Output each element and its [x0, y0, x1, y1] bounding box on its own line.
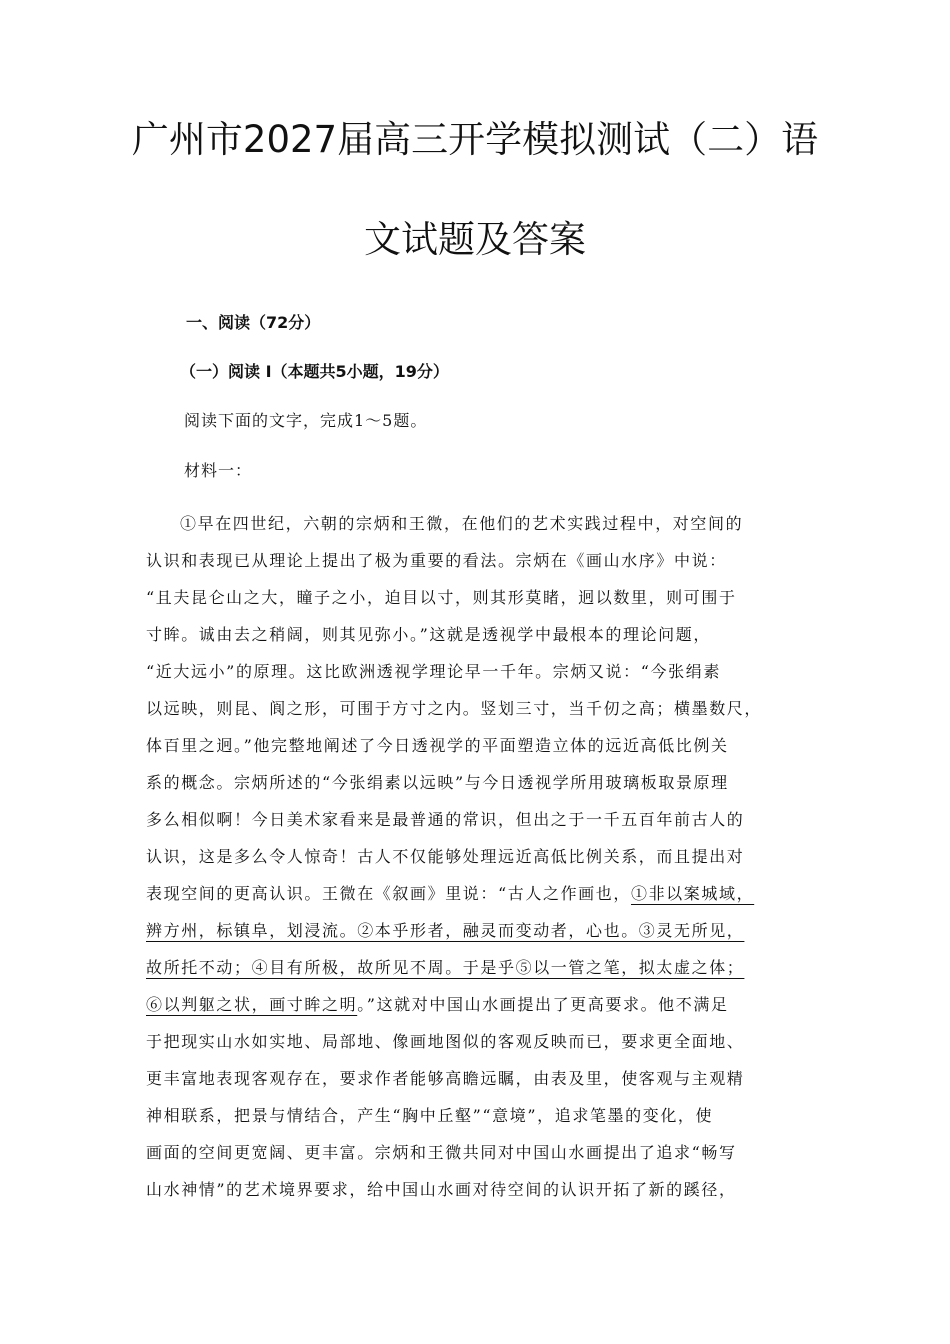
document-title-line-2: 文试题及答案: [364, 218, 586, 261]
text-segment: 画面的空间更宽阔、更丰富。宗炳和王微共同对中国山水画提出了追求“畅写: [146, 1143, 737, 1162]
passage-line: [146, 727, 816, 764]
passage-line: [146, 1171, 816, 1208]
text-segment: 多么相似啊！今日美术家看来是最普通的常识，但出之于一千五百年前古人的: [146, 810, 745, 829]
instruction-text: 阅读下面的文字，完成1～5题。: [184, 411, 428, 430]
underlined-text-segment: ⑥以判躯之状，画寸眸之明: [146, 995, 358, 1014]
text-segment: “近大远小”的原理。这比欧洲透视学理论早一千年。宗炳又说：“今张绢素: [146, 662, 721, 681]
document-title-line-1: 广州市2027届高三开学模拟测试（二）语: [131, 118, 819, 161]
text-segment: 系的概念。宗炳所述的“今张绢素以远映”与今日透视学所用玻璃板取景原理: [146, 773, 729, 792]
text-segment: “且夫昆仑山之大，瞳子之小，迫目以寸，则其形莫睹，迥以数里，则可围于: [146, 588, 737, 607]
subsection-heading: （一）阅读 I（本题共5小题，19分）: [180, 362, 449, 381]
text-segment: ①早在四世纪，六朝的宗炳和王微，在他们的艺术实践过程中，对空间的: [180, 514, 744, 533]
text-segment: 表现空间的更高认识。王微在《叙画》里说：“古人之作画也，: [146, 884, 631, 903]
underlined-text-segment: 故所托不动；④目有所极，故所见不周。于是乎⑤以一管之笔，拟太虚之体；: [146, 958, 745, 977]
passage-line: [146, 1097, 816, 1134]
underlined-text-segment: ①非以案城域，: [630, 884, 755, 903]
passage-line: [146, 505, 816, 542]
text-segment: 山水神情”的艺术境界要求，给中国山水画对待空间的认识开拓了新的蹊径，: [146, 1180, 737, 1199]
passage-line: [146, 690, 816, 727]
passage-line: [146, 653, 816, 690]
passage-line: [146, 912, 816, 949]
passage-line: [146, 801, 816, 838]
text-segment: 认识，这是多么令人惊奇！古人不仅能够处理远近高低比例关系，而且提出对: [146, 847, 745, 866]
passage-line: [146, 949, 816, 986]
text-segment: 寸眸。诚由去之稍阔，则其见弥小。”这就是透视学中最根本的理论问题，: [146, 625, 711, 644]
passage-line: [146, 616, 816, 653]
passage-body: [146, 505, 816, 1208]
underlined-text-segment: 辨方州，标镇阜，划浸流。②本乎形者，融灵而变动者，心也。③灵无所见，: [146, 921, 745, 940]
text-segment: 以远映，则昆、阆之形，可围于方寸之内。竖划三寸，当千仞之高；横墨数尺，: [146, 699, 763, 718]
section-heading: 一、阅读（72分）: [186, 313, 321, 332]
text-segment: 认识和表现已从理论上提出了极为重要的看法。宗炳在《画山水序》中说：: [146, 551, 727, 570]
passage-line: [146, 1060, 816, 1097]
text-segment: 于把现实山水如实地、局部地、像画地图似的客观反映而已，要求更全面地、: [146, 1032, 745, 1051]
text-segment: 。”这就对中国山水画提出了更高要求。他不满足: [357, 995, 729, 1014]
text-segment: 更丰富地表现客观存在，要求作者能够高瞻远瞩，由表及里，使客观与主观精: [146, 1069, 745, 1088]
passage-line: [146, 1134, 816, 1171]
material-label: 材料一：: [184, 461, 253, 480]
passage-line: [146, 579, 816, 616]
text-segment: 体百里之迥。”他完整地阐述了今日透视学的平面塑造立体的远近高低比例关: [146, 736, 729, 755]
passage-line: [146, 986, 816, 1023]
passage-line: [146, 542, 816, 579]
passage-line: [146, 875, 816, 912]
passage-line: [146, 1023, 816, 1060]
text-segment: 神相联系，把景与情结合，产生“胸中丘壑”“意境”，追求笔墨的变化，使: [146, 1106, 714, 1125]
passage-line: [146, 764, 816, 801]
passage-line: [146, 838, 816, 875]
